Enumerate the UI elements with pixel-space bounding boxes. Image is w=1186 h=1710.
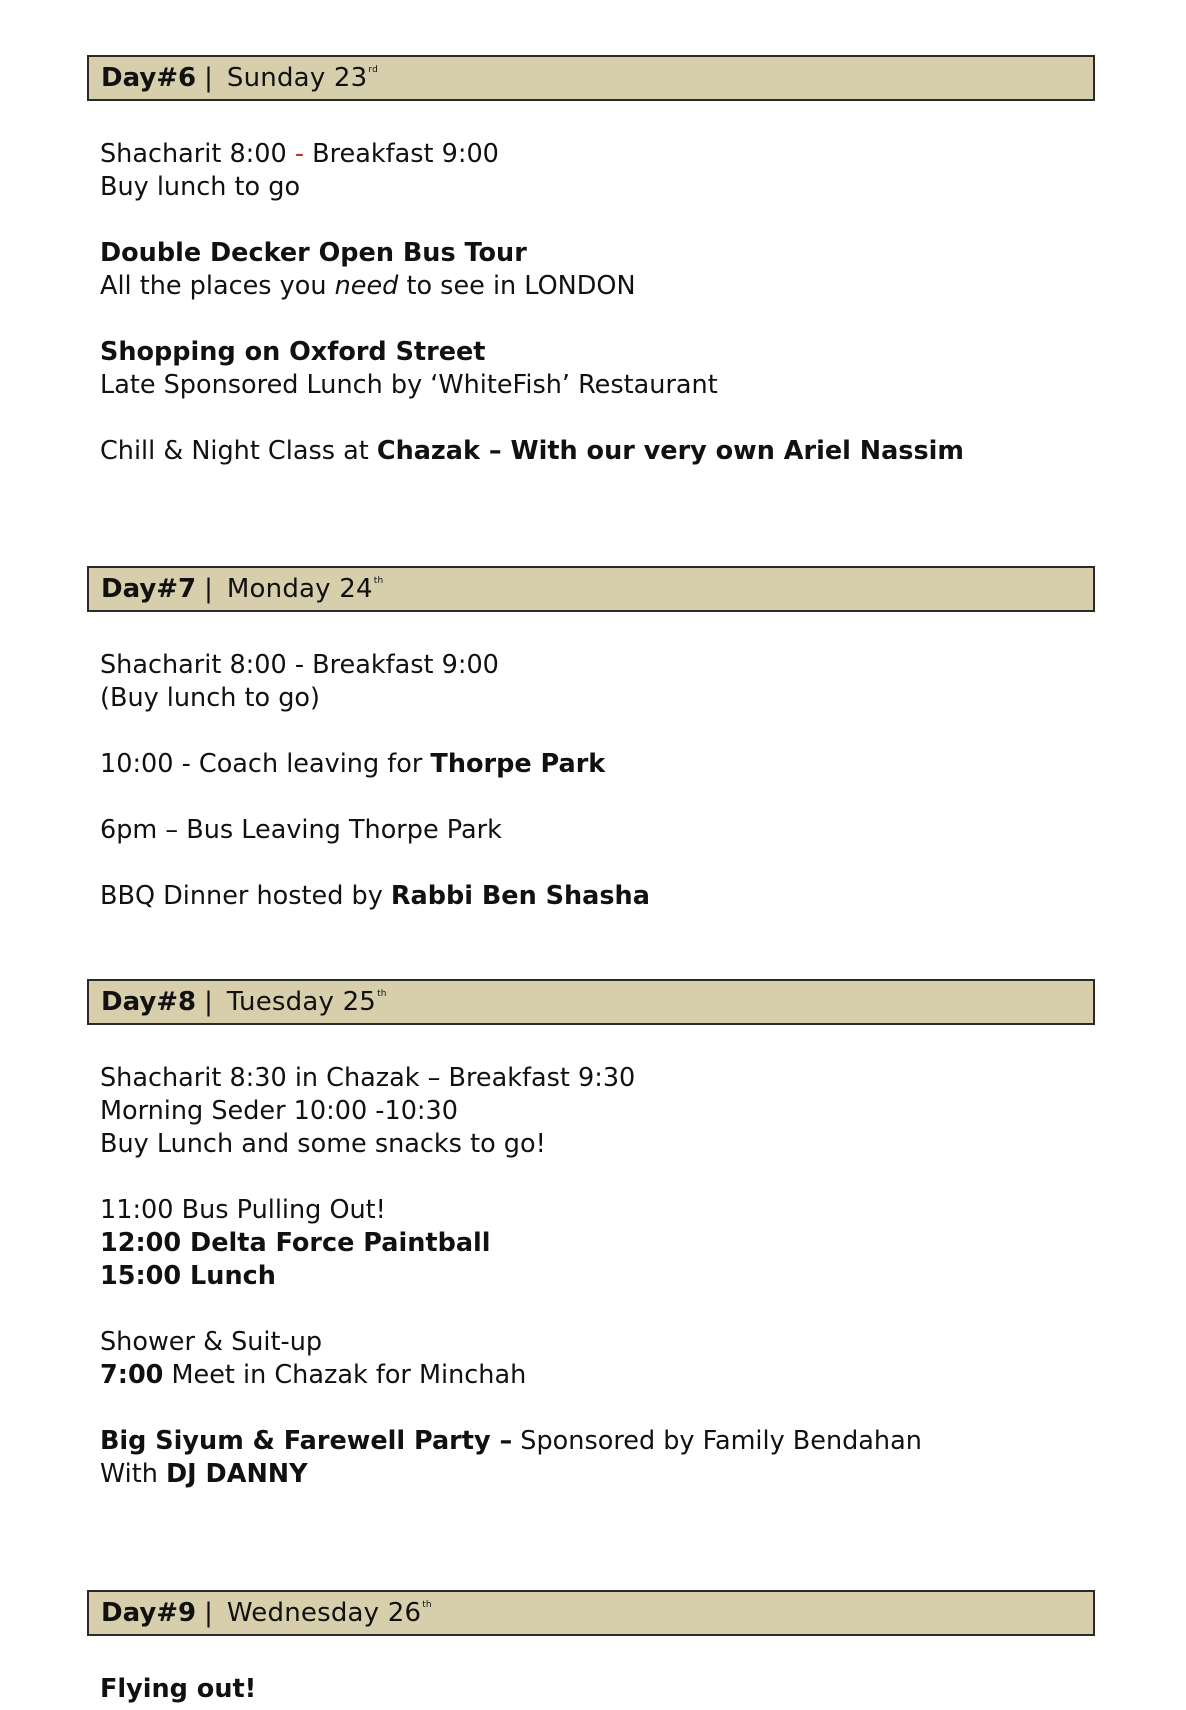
separator: | xyxy=(204,63,213,93)
schedule-line: Buy lunch to go xyxy=(100,172,301,202)
day-date xyxy=(227,65,378,91)
day-9-schedule xyxy=(100,1673,1080,1706)
date-text: Tuesday 25 xyxy=(226,987,377,1017)
schedule-line: Shacharit 8:00 - Breakfast 9:00 xyxy=(100,139,499,169)
day-label: Day#9 xyxy=(101,1598,197,1628)
day-label: Day#7 xyxy=(101,574,197,604)
day-8-schedule xyxy=(100,1062,1080,1491)
day-6-schedule xyxy=(100,138,1080,468)
date-text: Sunday 23 xyxy=(226,63,368,93)
schedule-line: With DJ DANNY xyxy=(100,1459,308,1489)
day-label: Day#8 xyxy=(101,987,197,1017)
schedule-line: Chill & Night Class at Chazak – With our very own Ariel Nassim xyxy=(100,436,964,466)
schedule-line: Shacharit 8:30 in Chazak – Breakfast 9:30 xyxy=(100,1063,636,1093)
day-header-8 xyxy=(87,979,1095,1025)
day-label: Day#6 xyxy=(101,63,197,93)
date-suffix: rd xyxy=(368,65,379,75)
separator: | xyxy=(204,1598,213,1628)
date-suffix: th xyxy=(373,576,384,586)
schedule-line: 6pm – Bus Leaving Thorpe Park xyxy=(100,815,502,845)
schedule-line: Shopping on Oxford Street xyxy=(100,337,486,367)
day-header-6 xyxy=(87,55,1095,101)
schedule-line: Big Siyum & Farewell Party – Sponsored by Family Bendahan xyxy=(100,1426,922,1456)
schedule-line: Shower & Suit-up xyxy=(100,1327,323,1357)
schedule-line: Flying out! xyxy=(100,1674,257,1704)
schedule-line: Buy Lunch and some snacks to go! xyxy=(100,1129,546,1159)
schedule-line: 15:00 Lunch xyxy=(100,1261,276,1291)
date-suffix: th xyxy=(377,989,387,999)
date-suffix: th xyxy=(422,1600,432,1610)
day-header-9 xyxy=(87,1590,1095,1636)
schedule-line: Late Sponsored Lunch by ‘WhiteFish’ Restaurant xyxy=(100,370,718,400)
schedule-line: (Buy lunch to go) xyxy=(100,683,320,713)
schedule-line: 11:00 Bus Pulling Out! xyxy=(100,1195,386,1225)
schedule-line: Double Decker Open Bus Tour xyxy=(100,238,527,268)
day-date xyxy=(227,1600,432,1626)
schedule-line: Shacharit 8:00 - Breakfast 9:00 xyxy=(100,650,499,680)
day-7-schedule xyxy=(100,649,1080,913)
separator: | xyxy=(204,574,213,604)
day-header-7 xyxy=(87,566,1095,612)
date-text: Wednesday 26 xyxy=(226,1598,422,1628)
schedule-line: All the places you need to see in LONDON xyxy=(100,271,636,301)
day-date xyxy=(227,989,387,1015)
schedule-line: 12:00 Delta Force Paintball xyxy=(100,1228,491,1258)
separator: | xyxy=(204,987,213,1017)
day-date xyxy=(227,576,383,602)
schedule-line: BBQ Dinner hosted by Rabbi Ben Shasha xyxy=(100,881,650,911)
date-text: Monday 24 xyxy=(226,574,373,604)
schedule-line: 10:00 - Coach leaving for Thorpe Park xyxy=(100,749,606,779)
schedule-line: Morning Seder 10:00 -10:30 xyxy=(100,1096,458,1126)
schedule-line: 7:00 Meet in Chazak for Minchah xyxy=(100,1360,527,1390)
